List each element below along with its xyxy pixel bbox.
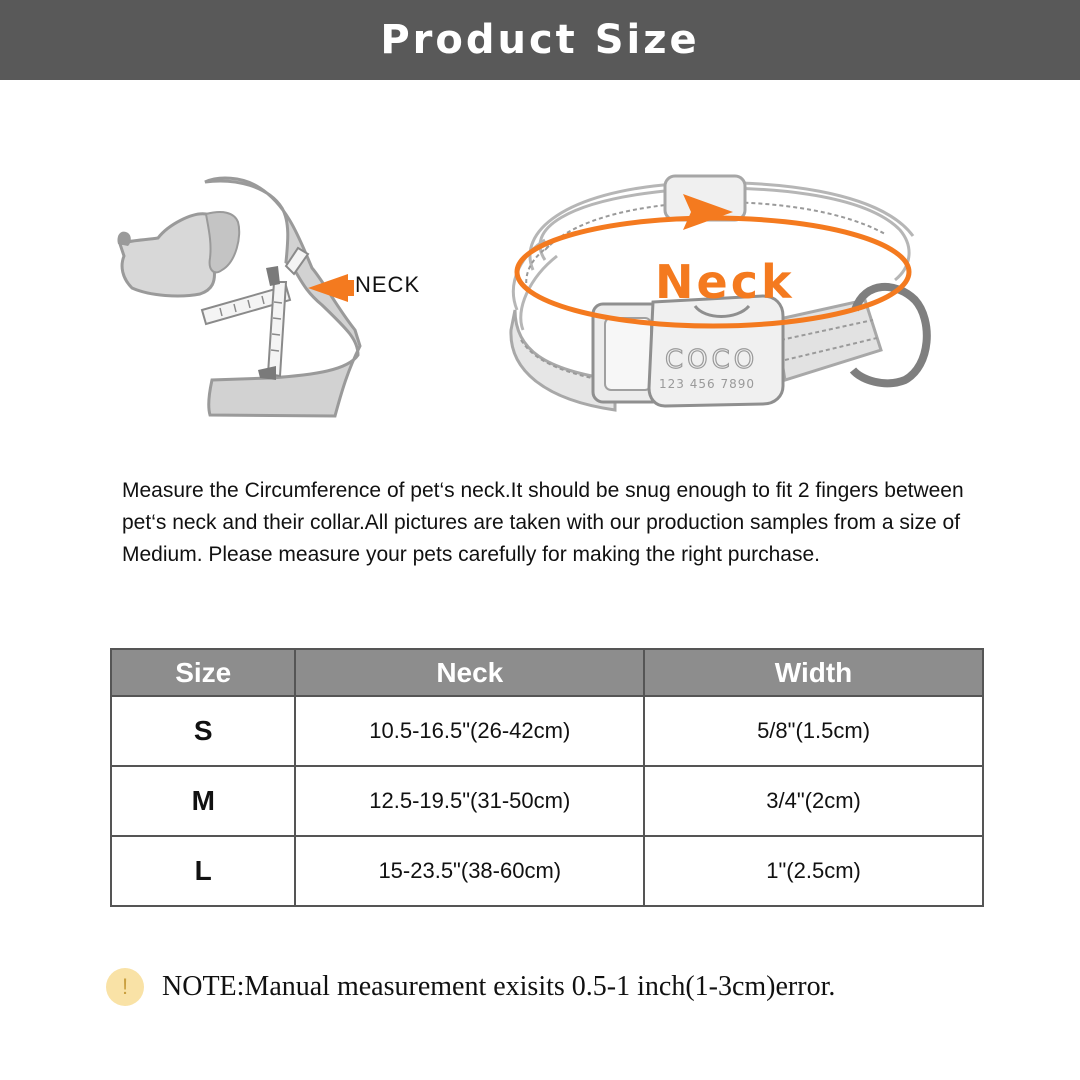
neck-cell: 12.5-19.5"(31-50cm)	[295, 766, 644, 836]
header-bar	[0, 0, 1080, 80]
tag-name: COCO	[665, 345, 759, 375]
size-cell: S	[111, 696, 295, 766]
width-cell: 5/8"(1.5cm)	[644, 696, 983, 766]
size-cell: M	[111, 766, 295, 836]
width-cell: 3/4"(2cm)	[644, 766, 983, 836]
size-cell: L	[111, 836, 295, 906]
collar-illustration	[505, 170, 945, 430]
note	[106, 968, 835, 1006]
neck-cell: 10.5-16.5"(26-42cm)	[295, 696, 644, 766]
header-size: Size	[111, 649, 295, 696]
table-row	[111, 836, 983, 906]
exclamation-icon: !	[106, 968, 144, 1006]
neck-cell: 15-23.5"(38-60cm)	[295, 836, 644, 906]
tag-number: 123 456 7890	[659, 377, 755, 391]
neck-pointer-label: NECK	[355, 272, 421, 297]
width-cell: 1"(2.5cm)	[644, 836, 983, 906]
table-row	[111, 696, 983, 766]
size-table	[110, 648, 984, 907]
header-neck: Neck	[295, 649, 644, 696]
table-header-row	[111, 649, 983, 696]
measurement-description: Measure the Circumference of pet‘s neck.It should be snug enough to fit 2 fingers between pet‘s neck and their collar.All pictures are taken with our production samples from a size of Medium. Please measure your pets carefully for making the right purchase.	[122, 479, 964, 566]
dog-neck-illustration	[110, 170, 450, 430]
collar-neck-label: Neck	[655, 255, 795, 309]
note-text: NOTE:Manual measurement exisits 0.5-1 inch(1-3cm)error.	[162, 971, 836, 1002]
header-width: Width	[644, 649, 983, 696]
page-title: Product Size	[380, 17, 700, 63]
table-row	[111, 766, 983, 836]
